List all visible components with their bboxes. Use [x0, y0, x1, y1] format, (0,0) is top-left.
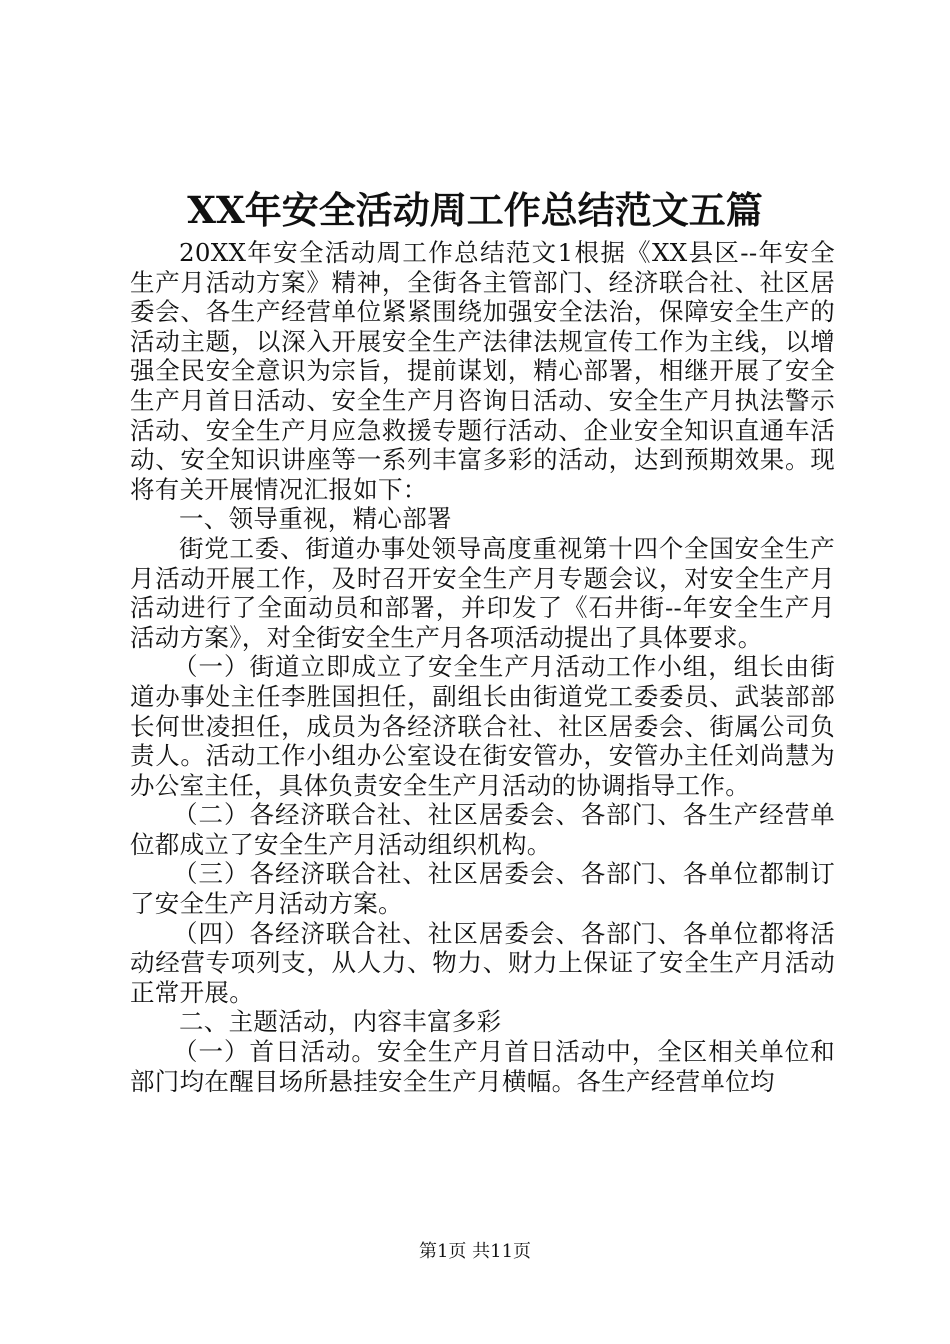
section-1-paragraph: 街党工委、街道办事处领导高度重视第十四个全国安全生产月活动开展工作，及时召开安全生产月专题会议，对安全生产月活动进行了全面动员和部署，并印发了《石井街--年安全生产月活动方案》，对全街安全生产月各项活动提出了具体要求。 — [130, 533, 835, 652]
item-3-paragraph: （三）各经济联合社、社区居委会、各部门、各单位都制订了安全生产月活动方案。 — [130, 859, 835, 919]
section-heading-2: 二、主题活动，内容丰富多彩 — [179, 1007, 502, 1037]
section-heading-1: 一、领导重视，精心部署 — [179, 504, 452, 534]
item-4-paragraph: （四）各经济联合社、社区居委会、各部门、各单位都将活动经营专项列支，从人力、物力、财力上保证了安全生产月活动正常开展。 — [130, 918, 835, 1007]
section-2-item-1-paragraph: （一）首日活动。安全生产月首日活动中，全区相关单位和部门均在醒目场所悬挂安全生产月横幅。各生产经营单位均 — [130, 1037, 835, 1096]
document-body — [130, 238, 835, 1096]
document-title: XX年安全活动周工作总结范文五篇 — [187, 188, 763, 232]
intro-paragraph: 20XX年安全活动周工作总结范文1根据《XX县区--年安全生产月活动方案》精神，全街各主管部门、经济联合社、社区居委会、各生产经营单位紧紧围绕加强安全法治，保障安全生产的活动主题，以深入开展安全生产法律法规宣传工作为主线，以增强全民安全意识为宗旨，提前谋划，精心部署，相继开展了安全生产月首日活动、安全生产月咨询日活动、安全生产月执法警示活动、安全生产月应急救援专题行活动、企业安全知识直通车活动、安全知识讲座等一系列丰富多彩的活动，达到预期效果。现将有关开展情况汇报如下： — [130, 238, 835, 504]
page-footer: 第1页 共11页 — [418, 1241, 532, 1262]
item-2-paragraph: （二）各经济联合社、社区居委会、各部门、各生产经营单位都成立了安全生产月活动组织机构。 — [130, 800, 835, 859]
item-1-paragraph: （一）街道立即成立了安全生产月活动工作小组，组长由街道办事处主任李胜国担任，副组长由街道党工委委员、武装部部长何世凌担任，成员为各经济联合社、社区居委会、街属公司负责人。活动工作小组办公室设在街安管办，安管办主任刘尚慧为办公室主任，具体负责安全生产月活动的协调指导工作。 — [130, 652, 835, 800]
